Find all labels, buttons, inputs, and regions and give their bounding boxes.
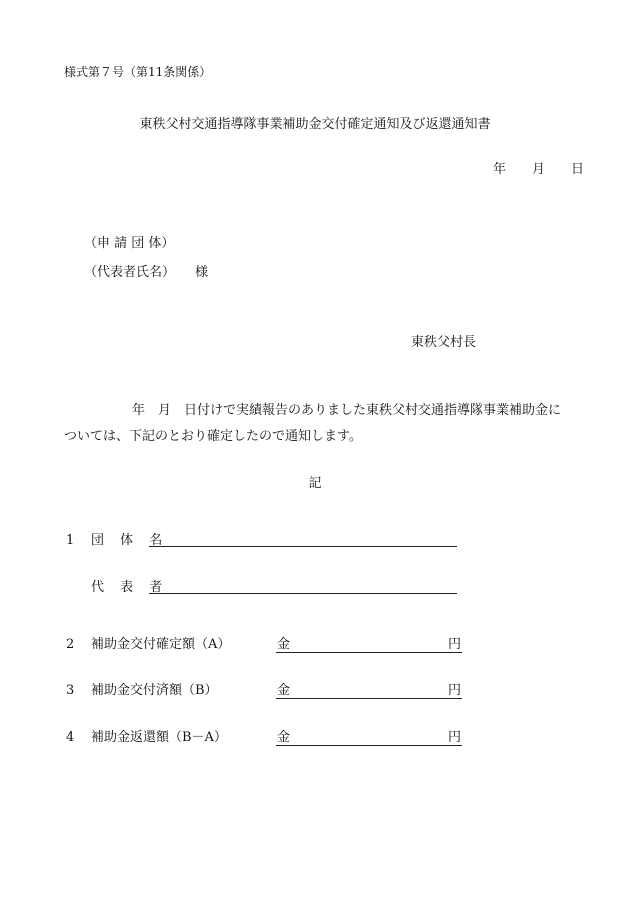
amount-suffix: 円 [447,637,461,652]
applicant-label: （申 請 団 体） [84,236,175,251]
date-month: 月 [531,162,545,177]
body-year: 年 [132,403,146,418]
amount-prefix: 金 [277,683,291,698]
amount-suffix: 円 [447,683,461,698]
item-label: 補助金交付済額（B） [91,683,218,698]
amount-suffix: 円 [447,730,461,745]
issuer: 東秩父村長 [411,335,477,350]
body-line1-rest: 日付けで実績報告のありました東秩父村交通指導隊事業補助金に [184,403,562,418]
body-month: 月 [158,403,172,418]
date-line [493,163,584,176]
honorific: 様 [195,265,209,280]
organization-field[interactable] [149,534,457,547]
item-number: 4 [66,730,75,745]
form-number: 様式第７号（第11条関係） [64,65,212,79]
date-year: 年 [492,162,506,177]
representative-label: （代表者氏名） [84,265,176,280]
paid-amount-field[interactable] [276,684,462,699]
item-label: 補助金交付確定額（A） [91,637,231,652]
item-number: 2 [66,637,75,652]
amount-prefix: 金 [277,730,291,745]
refund-amount-field[interactable] [276,731,462,746]
body-line-1 [64,404,561,417]
item-number: 3 [66,683,75,698]
item-label: 補助金返還額（B－A） [91,730,227,745]
item-label: 団 体 名 [91,533,169,548]
date-day: 日 [570,162,584,177]
body-line-2: ついては、下記のとおり確定したので通知します。 [64,429,362,444]
representative-field[interactable] [149,581,457,594]
item-label: 代 表 者 [91,580,169,595]
confirmed-amount-field[interactable] [276,638,462,653]
ki-heading: 記 [308,476,322,491]
document-title: 東秩父村交通指導隊事業補助金交付確定通知及び返還通知書 [139,117,491,132]
amount-prefix: 金 [277,637,291,652]
item-number: 1 [66,533,75,548]
representative-line [84,266,208,279]
